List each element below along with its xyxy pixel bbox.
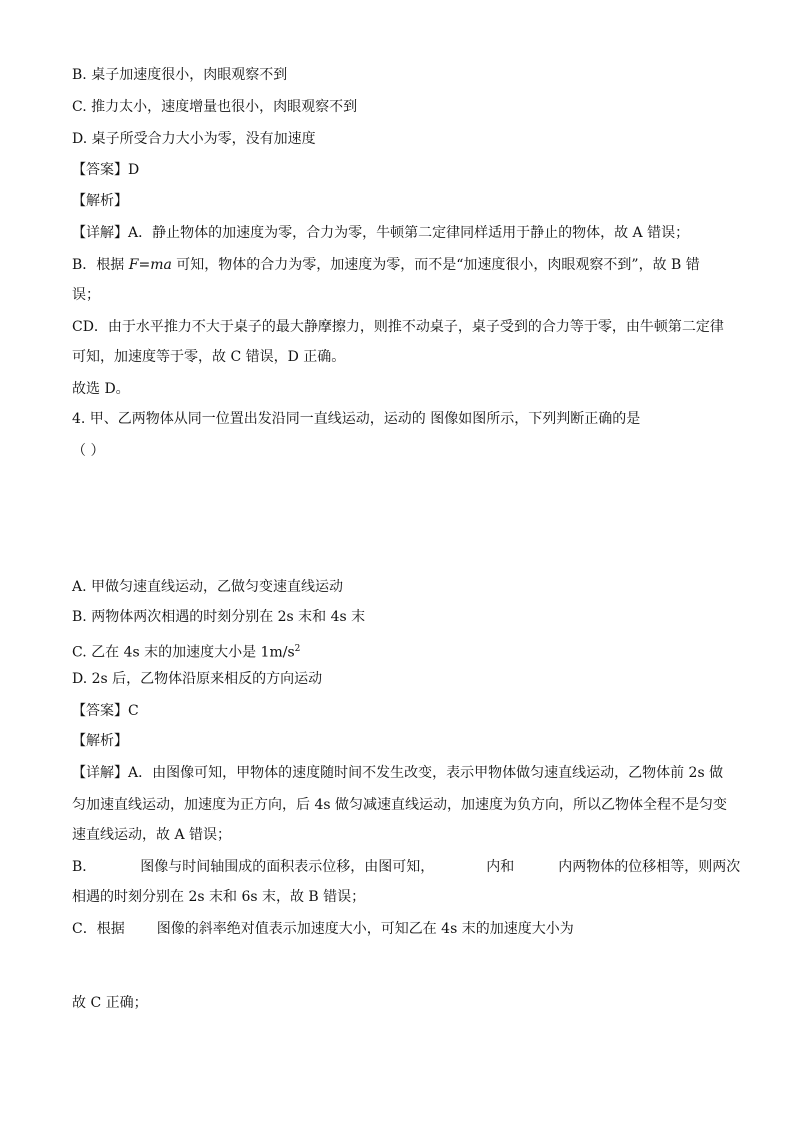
detail-b-1d: 内两物体的位移相等，则两次 <box>558 859 741 875</box>
q3-detail-b-wrap: 误； <box>72 287 100 303</box>
q4-stem-1: 4. 甲、乙两物体从同一位置出发沿同一直线运动，运动的 图像如图所示，下列判断正确的是 <box>72 411 641 427</box>
q4-option-b: B. 两物体两次相遇的时刻分别在 2s 末和 4s 末 <box>72 609 366 625</box>
q4-detail-c-1 <box>72 919 574 939</box>
q3-detail-a <box>72 223 689 243</box>
formula-fma: F=ma <box>128 257 172 273</box>
detail-b-1a: B． <box>72 859 97 875</box>
q3-option-d: D. 桌子所受合力大小为零，没有加速度 <box>72 131 316 147</box>
q4-detail-b-2: 相遇的时刻分别在 2s 末和 6s 末，故 B 错误； <box>72 889 366 905</box>
detail-label: 【详解】 <box>72 765 128 781</box>
detail-a-1-text: A．由图像可知，甲物体的速度随时间不发生改变，表示甲物体做匀速直线运动，乙物体前 2s 做 <box>128 765 724 781</box>
q4-detail-b-1 <box>72 857 740 877</box>
detail-b-rest: 可知，物体的合力为零，加速度为零，而不是“加速度很小，肉眼观察不到”，故 B 错 <box>171 257 700 273</box>
q3-detail-cd-1: CD．由于水平推力不大于桌子的最大静摩擦力，则推不动桌子，桌子受到的合力等于零，由牛顿第二定律 <box>72 319 724 335</box>
answer-value: C <box>128 703 139 719</box>
detail-c-1b: 图像的斜率绝对值表示加速度大小，可知乙在 4s 末的加速度大小为 <box>156 921 574 937</box>
q4-detail-c-end: 故 C 正确； <box>72 995 148 1011</box>
q3-detail-cd-2: 可知，加速度等于零，故 C 错误，D 正确。 <box>72 349 346 365</box>
q3-analysis-label: 【解析】 <box>72 193 128 209</box>
option-c-sup: 2 <box>294 644 301 654</box>
q3-conclusion: 故选 D。 <box>72 381 130 397</box>
detail-c-1a: C．根据 <box>72 921 125 937</box>
q4-analysis-label: 【解析】 <box>72 733 128 749</box>
detail-b-1b: 图像与时间轴围成的面积表示位移，由图可知， <box>140 859 435 875</box>
q4-answer <box>72 701 139 721</box>
answer-value: D <box>128 162 140 178</box>
q4-option-d: D. 2s 后，乙物体沿原来相反的方向运动 <box>72 671 323 687</box>
q4-detail-a-3: 速直线运动，故 A 错误； <box>72 827 232 843</box>
q4-detail-a-1 <box>72 763 723 783</box>
detail-label: 【详解】 <box>72 225 128 241</box>
answer-label: 【答案】 <box>72 162 128 178</box>
q4-option-c <box>72 639 300 663</box>
detail-a-text: A．静止物体的加速度为零，合力为零，牛顿第二定律同样适用于静止的物体，故 A 错误； <box>128 225 690 241</box>
q3-detail-b <box>72 255 700 275</box>
q4-option-a: A. 甲做匀速直线运动，乙做匀变速直线运动 <box>72 579 344 595</box>
q3-answer <box>72 160 139 180</box>
option-c-text: C. 乙在 4s 末的加速度大小是 1m/s <box>72 644 295 661</box>
detail-b-1c: 内和 <box>486 859 515 875</box>
answer-label: 【答案】 <box>72 703 128 719</box>
q4-stem-2: （ ） <box>72 443 105 459</box>
detail-b-prefix: B．根据 <box>72 257 129 273</box>
q4-detail-a-2: 匀加速直线运动，加速度为正方向，后 4s 做匀减速直线运动，加速度为负方向，所以乙物体全程不是匀变 <box>72 797 727 813</box>
q3-option-b: B. 桌子加速度很小，肉眼观察不到 <box>72 67 288 83</box>
q3-option-c: C. 推力太小，速度增量也很小，肉眼观察不到 <box>72 99 358 115</box>
